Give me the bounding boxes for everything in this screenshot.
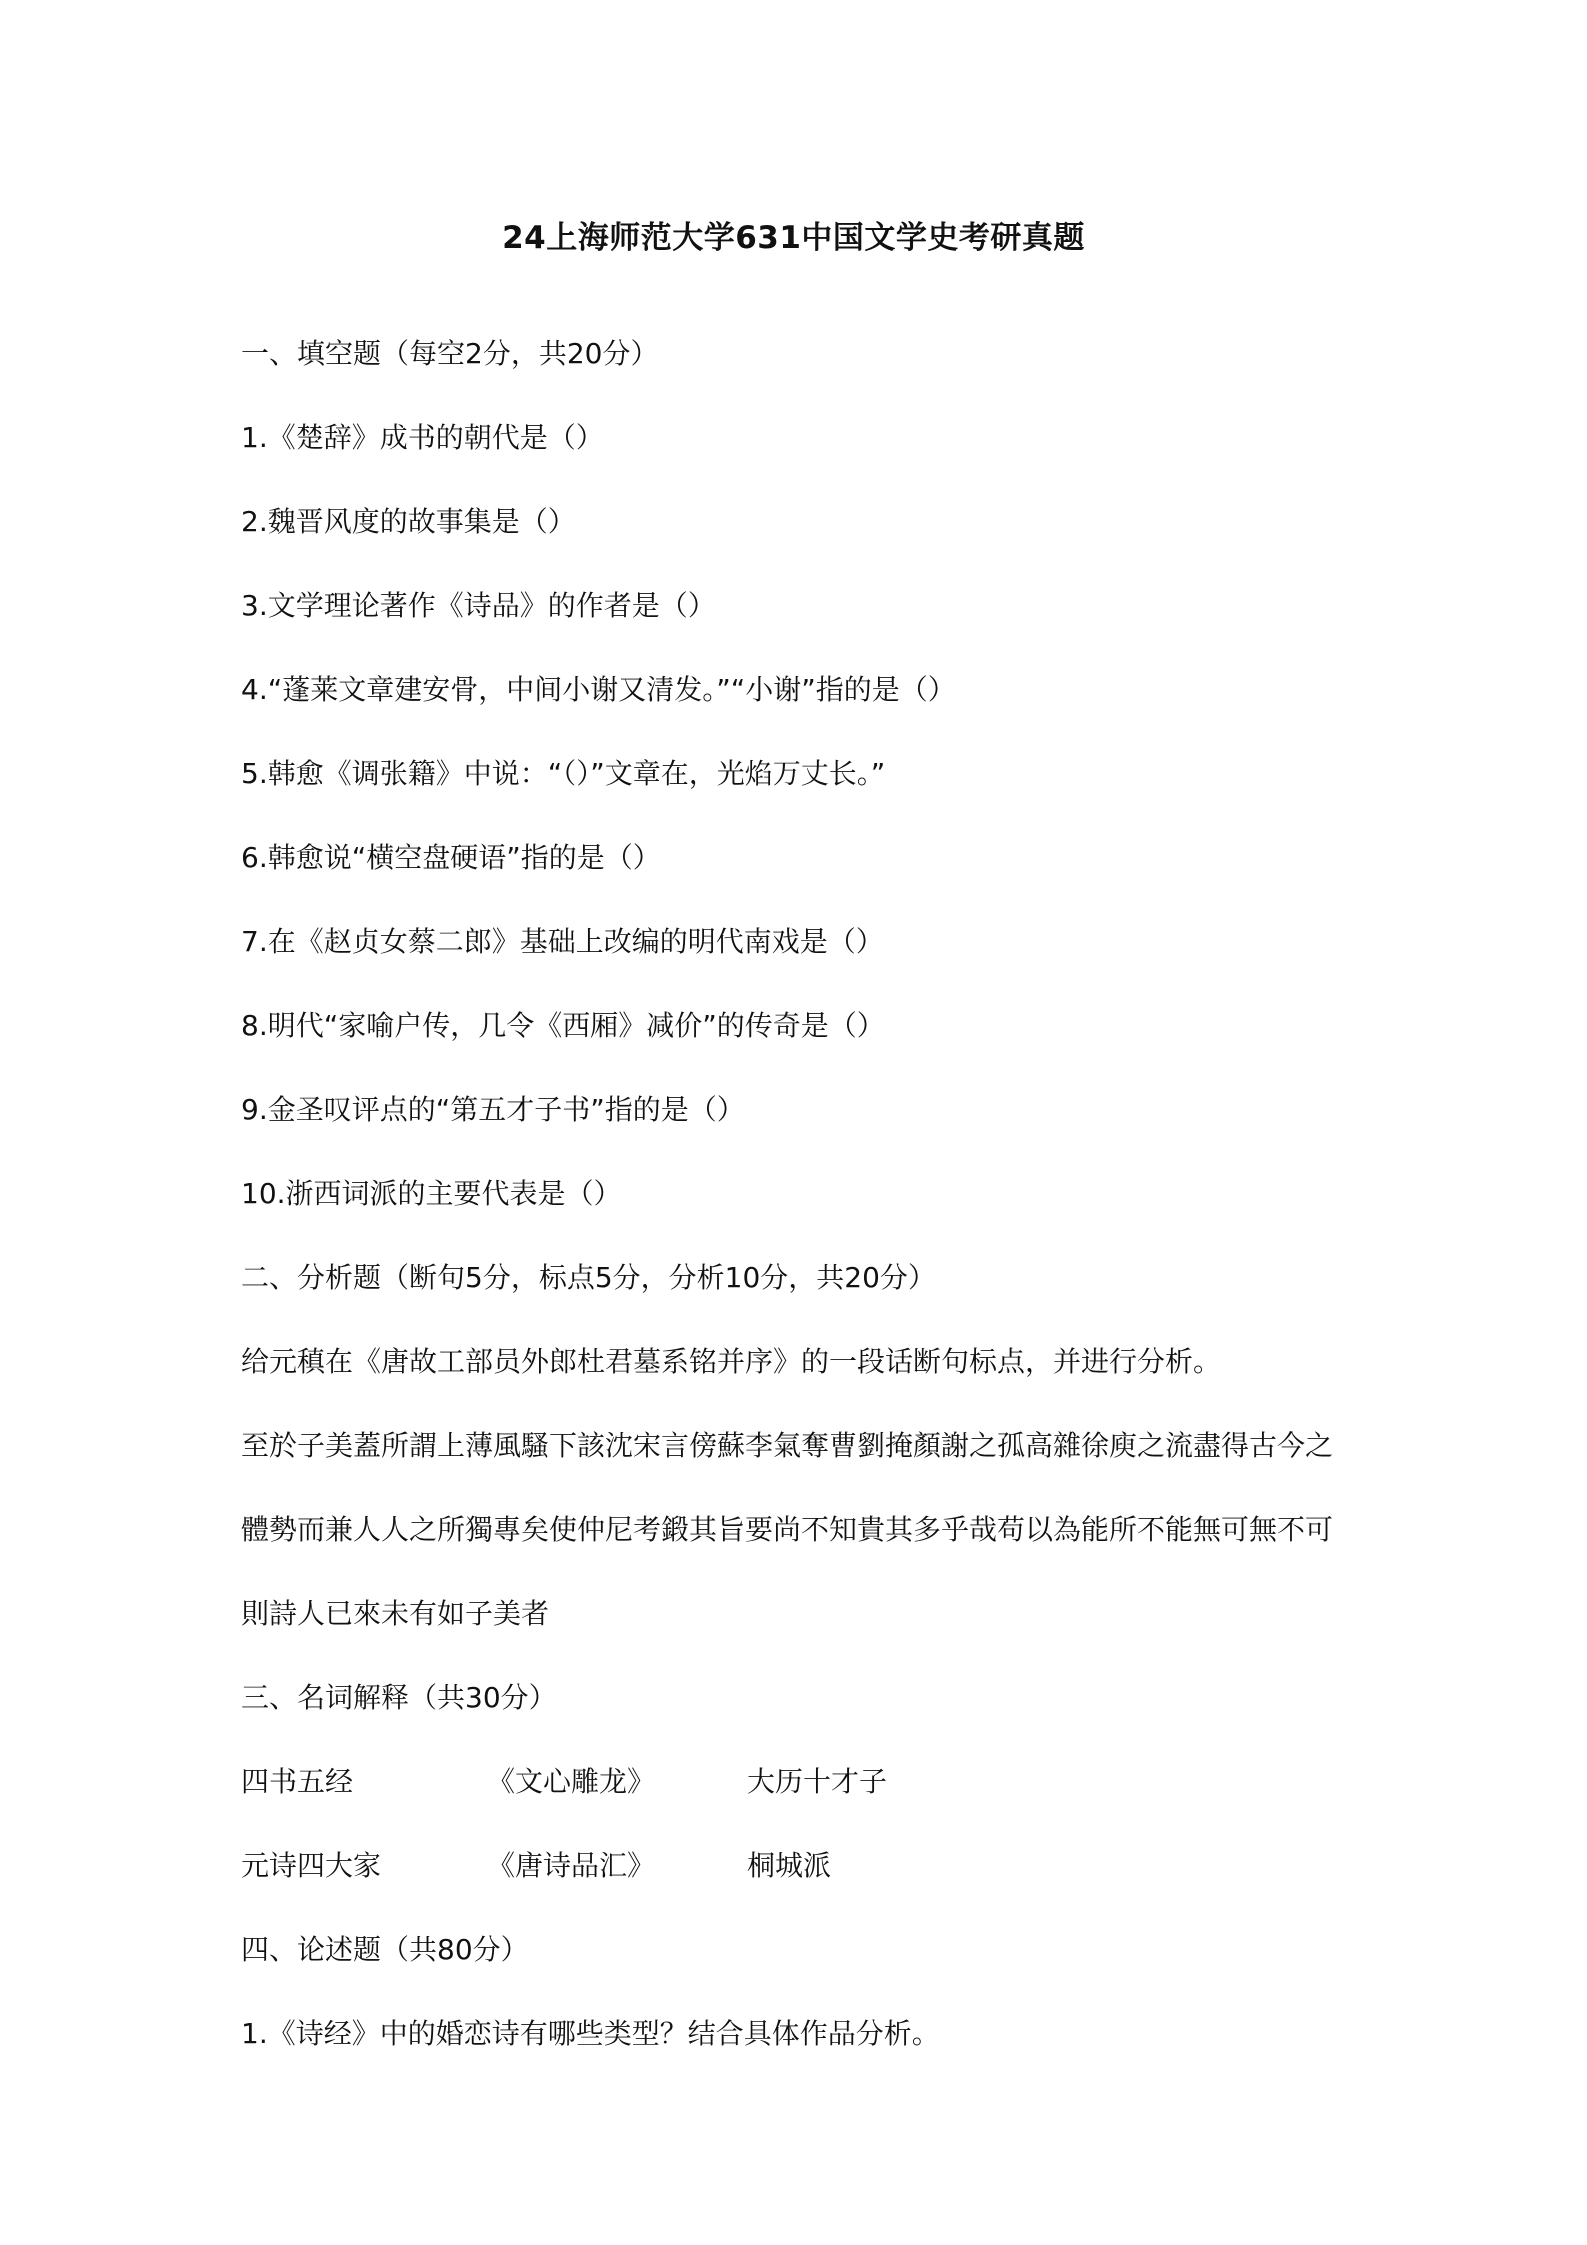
term-item: 桐城派 — [747, 1849, 832, 1882]
section-heading-fill-blank: 一、填空题（每空2分，共20分） — [241, 337, 659, 370]
term-item: 四书五经 — [241, 1765, 354, 1798]
passage-line: 則詩人已來未有如子美者 — [241, 1597, 550, 1630]
term-item: 《唐诗品汇》 — [487, 1849, 656, 1882]
section-heading-analysis: 二、分析题（断句5分，标点5分，分析10分，共20分） — [241, 1261, 936, 1294]
section-heading-essay: 四、论述题（共80分） — [241, 1933, 529, 1966]
term-item: 元诗四大家 — [241, 1849, 382, 1882]
question-item: 10.浙西词派的主要代表是（） — [241, 1177, 622, 1210]
question-item: 7.在《赵贞女蔡二郎》基础上改编的明代南戏是（） — [241, 925, 884, 958]
analysis-instruction: 给元稹在《唐故工部员外郎杜君墓系铭并序》的一段话断句标点，并进行分析。 — [241, 1345, 1222, 1378]
essay-question: 1.《诗经》中的婚恋诗有哪些类型？结合具体作品分析。 — [241, 2017, 940, 2050]
page-title: 24上海师范大学631中国文学史考研真题 — [502, 220, 1085, 256]
passage-line: 至於子美蓋所謂上薄風騷下該沈宋言傍蘇李氣奪曹劉掩顏謝之孤高雜徐庾之流盡得古今之 — [241, 1429, 1334, 1462]
passage-line: 體勢而兼人人之所獨專矣使仲尼考鍛其旨要尚不知貴其多乎哉苟以為能所不能無可無不可 — [241, 1513, 1334, 1546]
question-item: 4.“蓬莱文章建安骨，中间小谢又清发。”“小谢”指的是（） — [241, 673, 956, 706]
term-item: 《文心雕龙》 — [487, 1765, 656, 1798]
question-item: 9.金圣叹评点的“第五才子书”指的是（） — [241, 1093, 745, 1126]
question-item: 3.文学理论著作《诗品》的作者是（） — [241, 589, 716, 622]
term-item: 大历十才子 — [747, 1765, 888, 1798]
section-heading-terms: 三、名词解释（共30分） — [241, 1681, 557, 1714]
question-item: 2.魏晋风度的故事集是（） — [241, 505, 576, 538]
question-item: 1.《楚辞》成书的朝代是（） — [241, 421, 604, 454]
question-item: 6.韩愈说“横空盘硬语”指的是（） — [241, 841, 661, 874]
question-item: 8.明代“家喻户传，几令《西厢》减价”的传奇是（） — [241, 1009, 885, 1042]
question-item: 5.韩愈《调张籍》中说：“（）”文章在，光焰万丈长。” — [241, 757, 886, 790]
